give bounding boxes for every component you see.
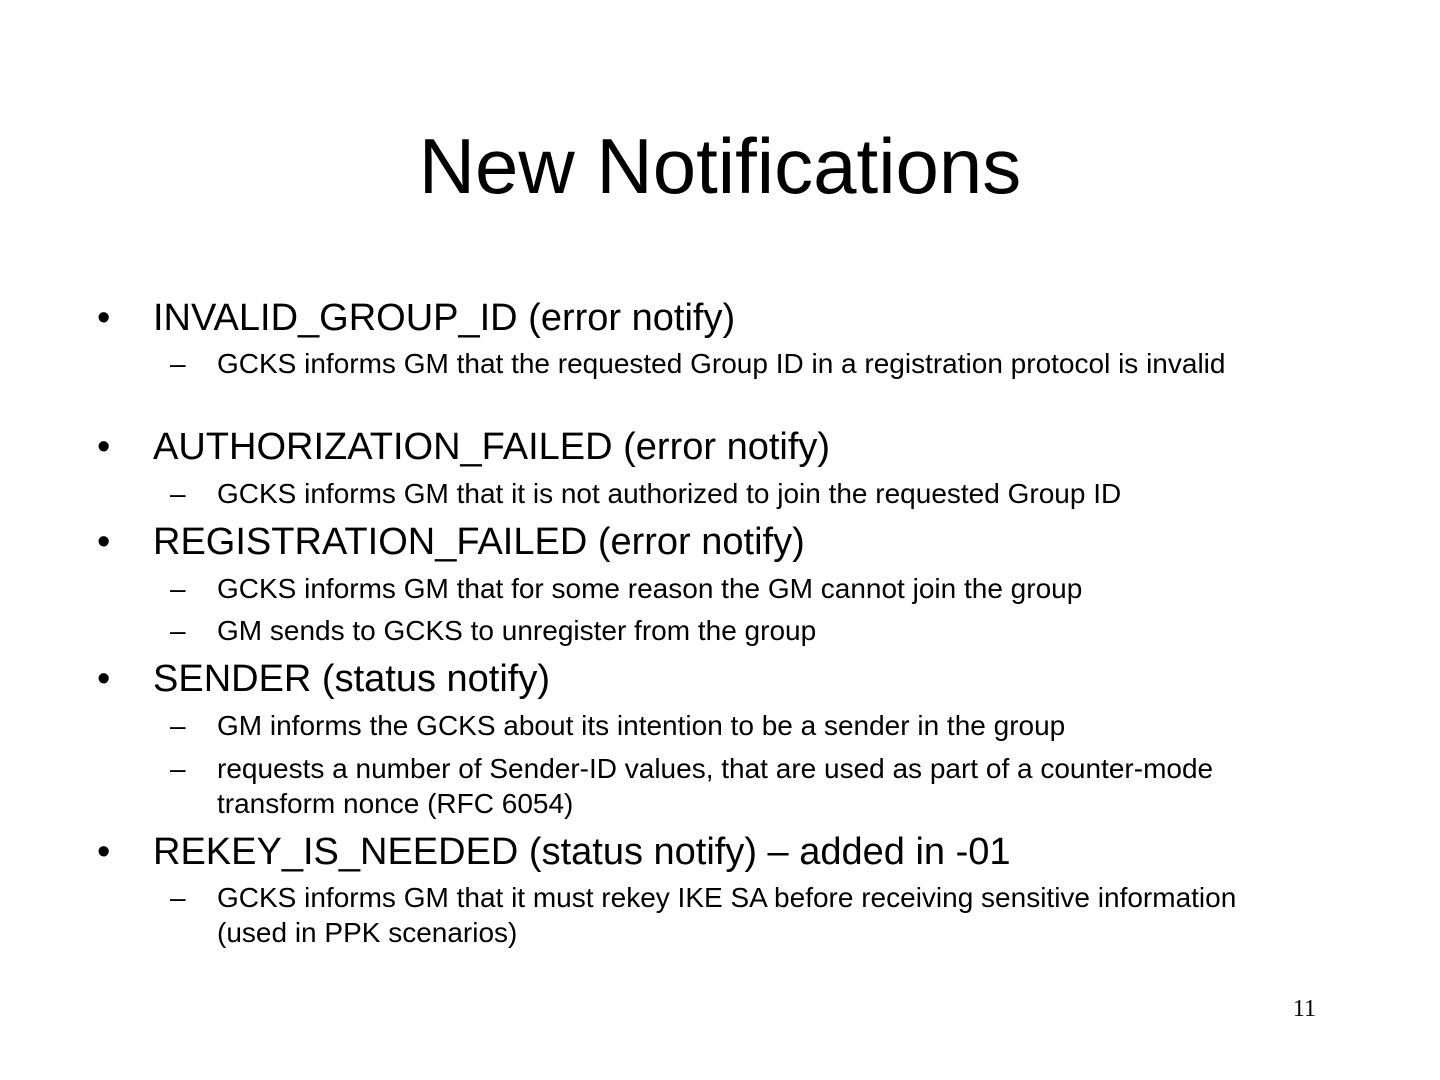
bullet-marker: • [97, 658, 111, 700]
slide-title: New Notifications [418, 122, 1022, 210]
bullet-text: SENDER (status notify) [153, 658, 550, 700]
sub-bullet-text: GCKS informs GM that it is not authorized to join the requested Group ID [217, 478, 1122, 509]
sub-bullet-text: GCKS informs GM that the requested Group ID in a registration protocol is invalid [217, 348, 1226, 379]
bullet-text: INVALID_GROUP_ID (error notify) [153, 297, 736, 339]
bullet-text: REKEY_IS_NEEDED (status notify) – added in -01 [153, 831, 1011, 873]
page-number: 11 [1292, 996, 1316, 1022]
bullet-marker: • [97, 297, 111, 339]
sub-bullet-text: GM informs the GCKS about its intention to be a sender in the group [217, 710, 1066, 741]
sub-bullet-marker: – [170, 753, 186, 784]
bullet-marker: • [97, 426, 111, 468]
bullet-text: REGISTRATION_FAILED (error notify) [153, 521, 805, 563]
sub-bullet-marker: – [170, 710, 186, 741]
sub-bullet-text: GCKS informs GM that for some reason the GM cannot join the group [217, 573, 1083, 604]
sub-bullet-marker: – [170, 882, 186, 913]
sub-bullet-text: requests a number of Sender-ID values, that are used as part of a counter-mode transform nonce (RFC 6054) [217, 753, 1214, 819]
sub-bullet-marker: – [170, 348, 186, 379]
sub-bullet-marker: – [170, 573, 186, 604]
sub-bullet-text: GCKS informs GM that it must rekey IKE SA before receiving sensitive information (used in PPK scenarios) [217, 882, 1237, 948]
bullet-marker: • [97, 831, 111, 873]
bullet-text: AUTHORIZATION_FAILED (error notify) [153, 426, 831, 468]
sub-bullet-marker: – [170, 615, 186, 646]
sub-bullet-text: GM sends to GCKS to unregister from the group [217, 615, 817, 646]
sub-bullet-marker: – [170, 478, 186, 509]
bullet-marker: • [97, 521, 111, 563]
